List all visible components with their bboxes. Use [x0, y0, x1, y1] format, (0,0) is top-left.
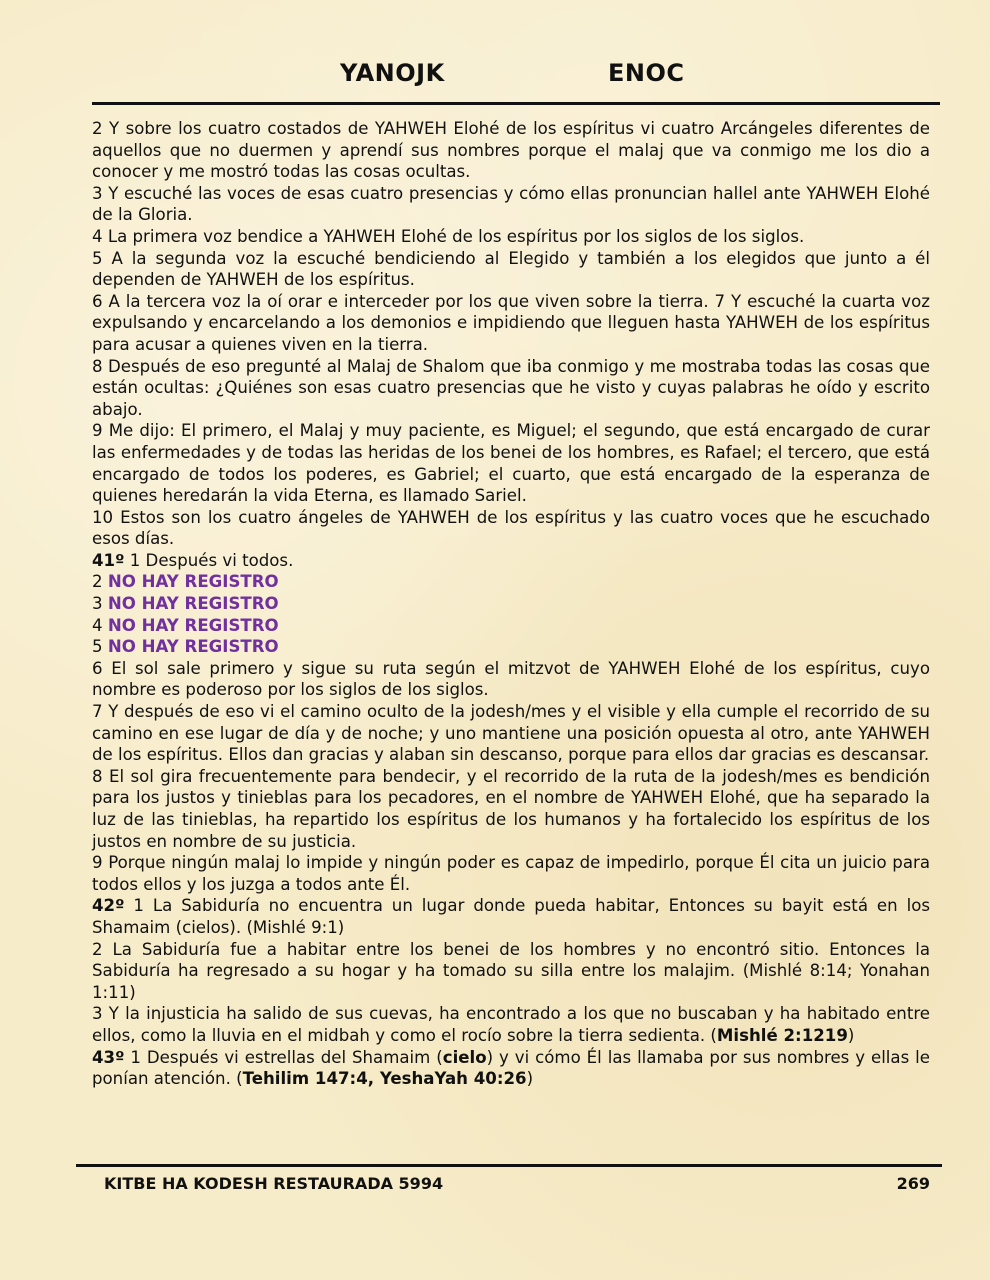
verse: 6 El sol sale primero y sigue su ruta según el mitzvot de YAHWEH Elohé de los espíritus, cuyo nombre es poderoso por los siglos de los siglos. [92, 658, 930, 700]
verse: 2 Y sobre los cuatro costados de YAHWEH Elohé de los espíritus vi cuatro Arcángeles diferentes de aquellos que no duermen y aprendí sus nombres porque el malaj que va conmigo me los dio a conocer y me mostró todas las cosas ocultas. [92, 119, 930, 182]
verse: 8 El sol gira frecuentemente para bendecir, y el recorrido de la ruta de la jodesh/mes es bendición para los justos y tinieblas para los pecadores, en el nombre de YAHWEH Elohé, que ha separado la luz de las tinieblas, ha repartido los espíritus de los humanos y ha fortalecido los espíritus de los justos en nombre de su justicia. [92, 766, 930, 851]
no-record-line [92, 636, 930, 658]
no-record-line [92, 571, 930, 593]
verse: 2 La Sabiduría fue a habitar entre los benei de los hombres y no encontró sitio. Entonces la Sabiduría ha regresado a su hogar y ha tomado su silla entre los malajim. (Mishlé 8:14; Yonahan 1:11) [92, 939, 930, 1002]
verse: 3 Y escuché las voces de esas cuatro presencias y cómo ellas pronuncian hallel ante YAHWEH Elohé de la Gloria. [92, 183, 930, 225]
verse-number: 3 [92, 594, 108, 614]
chapter-42 [92, 895, 930, 938]
header-right-title: ENOC [608, 59, 685, 87]
verse: 10 Estos son los cuatro ángeles de YAHWEH de los espíritus y las cuatro voces que he escuchado esos días. [92, 507, 930, 549]
verse: 8 Después de eso pregunté al Malaj de Shalom que iba conmigo y me mostraba todas las cosas que están ocultas: ¿Quiénes son esas cuatro presencias que he visto y cuyas palabras he oído y escrito abajo. [92, 356, 930, 419]
scripture-reference: Tehilim 147:4, YeshaYah 40:26 [242, 1069, 527, 1089]
verse-text: ) [526, 1069, 534, 1089]
no-record-text: NO HAY REGISTRO [107, 615, 279, 635]
no-record-text: NO HAY REGISTRO [107, 594, 279, 614]
emphasis-word: cielo [442, 1047, 487, 1067]
no-record-text: NO HAY REGISTRO [107, 637, 279, 657]
verse-text: 1 La Sabiduría no encuentra un lugar donde pueda habitar, Entonces su bayit está en los Shamaim (cielos). (Mishlé 9:1) [92, 896, 930, 937]
no-record-line [92, 615, 930, 637]
verse-text: 3 Y la injusticia ha salido de sus cuevas, ha encontrado a los que no buscaban y ha habitado entre ellos, como la lluvia en el midbah y como el rocío sobre la tierra sedienta. ( [92, 1004, 930, 1045]
verse [92, 1003, 930, 1046]
verse: 4 La primera voz bendice a YAHWEH Elohé de los espíritus por los siglos de los siglos. [92, 226, 805, 246]
verse-number: 5 [92, 637, 108, 657]
no-record-text: NO HAY REGISTRO [107, 572, 279, 592]
page-body [92, 118, 930, 1090]
scripture-reference: Mishlé 2:1219 [716, 1025, 848, 1045]
verse-text: 1 Después vi estrellas del Shamaim ( [124, 1047, 443, 1067]
chapter-number: 42º [92, 896, 125, 916]
verse-text: 1 Después vi todos. [124, 550, 294, 570]
verse-text: ) y vi cómo Él las llamaba por sus nombres y ellas le ponían atención. ( [92, 1047, 930, 1089]
verse-number: 4 [92, 615, 108, 635]
verse: 9 Me dijo: El primero, el Malaj y muy paciente, es Miguel; el segundo, que está encargado de curar las enfermedades y de todas las heridas de los benei de los hombres, es Rafael; el tercero, que está encargado de todos los poderes, es Gabriel; el cuarto, que está encargado de la esperanza de quienes heredarán la vida Eterna, es llamado Sariel. [92, 421, 930, 506]
book-title: KITBE HA KODESH RESTAURADA 5994 [104, 1174, 444, 1193]
chapter-number: 41º [92, 550, 125, 570]
verse: 9 Porque ningún malaj lo impide y ningún poder es capaz de impedirlo, porque Él cita un juicio para todos ellos y los juzga a todos ante Él. [92, 853, 930, 894]
verse: 7 Y después de eso vi el camino oculto de la jodesh/mes y el visible y ella cumple el recorrido de su camino en ese lugar de día y de noche; y uno mantiene una posición opuesta al otro, ante YAHWEH de los espíritus. Ellos dan gracias y alaban sin descanso, porque para ellos dar gracias es descansar. [92, 702, 930, 765]
chapter-number: 43º [92, 1047, 125, 1067]
chapter-41 [92, 550, 930, 572]
page-header [92, 56, 940, 105]
header-left-title: YANOJK [340, 59, 445, 87]
verse: 5 A la segunda voz la escuché bendiciendo al Elegido y también a los elegidos que junto a él dependen de YAHWEH de los espíritus. [92, 248, 930, 290]
no-record-line [92, 593, 930, 615]
page-footer [76, 1164, 942, 1193]
page-number: 269 [896, 1174, 930, 1193]
verse-text: ) [847, 1025, 855, 1045]
verse: 6 A la tercera voz la oí orar e interceder por los que viven sobre la tierra. 7 Y escuché la cuarta voz expulsando y encarcelando a los demonios e impidiendo que lleguen hasta YAHWEH de los espíritus para acusar a quienes viven en la tierra. [92, 291, 930, 354]
chapter-43 [92, 1047, 930, 1090]
verse-number: 2 [92, 572, 108, 592]
